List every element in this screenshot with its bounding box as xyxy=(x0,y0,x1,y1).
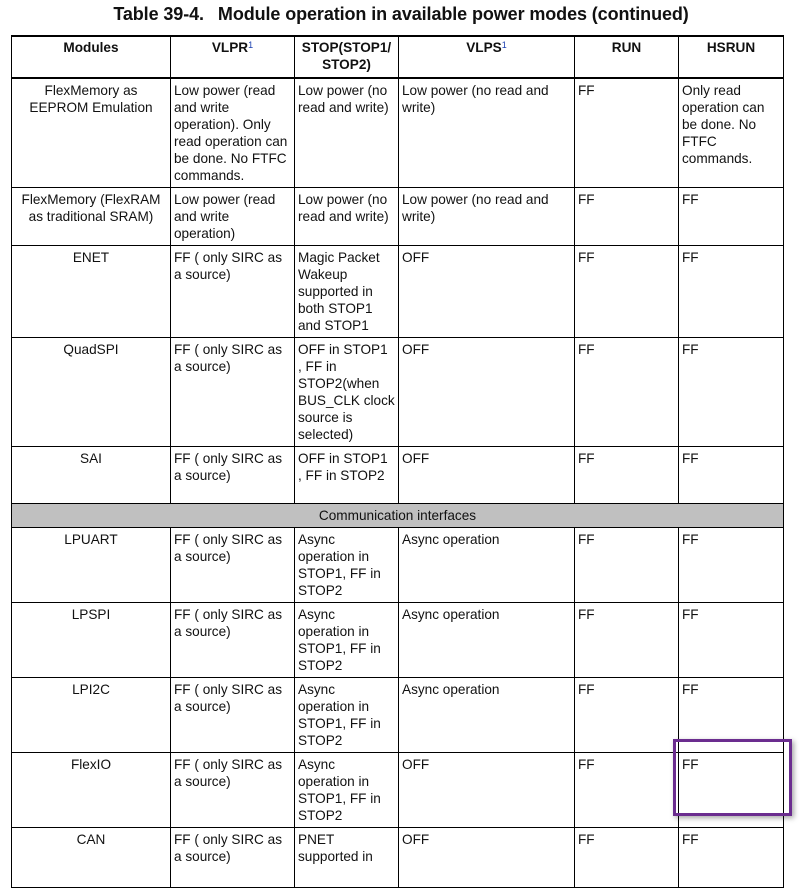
cell-hsrun: FF xyxy=(679,188,784,246)
table-row xyxy=(12,188,784,246)
header-vlps: VLPS$^1$ xyxy=(399,36,575,78)
cell-run: FF xyxy=(575,678,679,753)
table-row xyxy=(12,447,784,504)
cell-vlps: OFF xyxy=(399,828,575,888)
cell-stop: Magic Packet Wakeup supported in both STOP1 and STOP1 xyxy=(295,246,399,338)
table-number: Table 39-4. xyxy=(113,4,204,24)
cell-stop: OFF in STOP1 , FF in STOP2(when BUS_CLK clock source is selected) xyxy=(295,338,399,447)
cell-vlpr: Low power (read and write operation). Only read operation can be done. No FTFC commands. xyxy=(171,78,295,188)
cell-run: FF xyxy=(575,528,679,603)
table-row xyxy=(12,246,784,338)
table-caption xyxy=(0,4,802,25)
cell-stop: Async operation in STOP1, FF in STOP2 xyxy=(295,603,399,678)
cell-hsrun: FF xyxy=(679,447,784,504)
table-row xyxy=(12,338,784,447)
cell-stop: OFF in STOP1 , FF in STOP2 xyxy=(295,447,399,504)
table-row xyxy=(12,78,784,188)
cell-vlps: Async operation xyxy=(399,603,575,678)
cell-vlps: Async operation xyxy=(399,528,575,603)
cell-module: LPSPI xyxy=(12,603,171,678)
section-header: Communication interfaces xyxy=(12,504,784,528)
cell-module: LPI2C xyxy=(12,678,171,753)
cell-vlpr: Low power (read and write operation) xyxy=(171,188,295,246)
cell-vlpr: FF ( only SIRC as a source) xyxy=(171,338,295,447)
cell-module: ENET xyxy=(12,246,171,338)
cell-run: FF xyxy=(575,338,679,447)
table-row xyxy=(12,603,784,678)
cell-run: FF xyxy=(575,447,679,504)
cell-module: SAI xyxy=(12,447,171,504)
cell-module: FlexMemory (FlexRAM as traditional SRAM) xyxy=(12,188,171,246)
cell-hsrun: FF xyxy=(679,678,784,753)
header-modules: Modules xyxy=(12,36,171,78)
cell-hsrun: FF xyxy=(679,246,784,338)
cell-vlpr: FF ( only SIRC as a source) xyxy=(171,528,295,603)
cell-hsrun: FF xyxy=(679,528,784,603)
cell-module: CAN xyxy=(12,828,171,888)
header-row xyxy=(12,36,784,78)
table-title: Module operation in available power modes (continued) xyxy=(217,4,689,24)
cell-vlps: Low power (no read and write) xyxy=(399,188,575,246)
cell-vlps: OFF xyxy=(399,338,575,447)
cell-stop: Low power (no read and write) xyxy=(295,78,399,188)
cell-vlps: Async operation xyxy=(399,678,575,753)
header-run: RUN xyxy=(575,36,679,78)
cell-hsrun: FF xyxy=(679,828,784,888)
cell-run: FF xyxy=(575,753,679,828)
cell-stop: Async operation in STOP1, FF in STOP2 xyxy=(295,753,399,828)
cell-stop: Async operation in STOP1, FF in STOP2 xyxy=(295,678,399,753)
header-hsrun: HSRUN xyxy=(679,36,784,78)
cell-stop: PNET supported in xyxy=(295,828,399,888)
power-modes-table xyxy=(11,35,784,888)
cell-hsrun: Only read operation can be done. No FTFC commands. xyxy=(679,78,784,188)
table-row xyxy=(12,828,784,888)
cell-run: FF xyxy=(575,828,679,888)
footnote-ref[interactable]: 1 xyxy=(501,40,507,50)
cell-vlpr: FF ( only SIRC as a source) xyxy=(171,246,295,338)
cell-stop: Low power (no read and write) xyxy=(295,188,399,246)
cell-vlpr: FF ( only SIRC as a source) xyxy=(171,447,295,504)
cell-vlps: OFF xyxy=(399,246,575,338)
cell-vlps: Low power (no read and write) xyxy=(399,78,575,188)
cell-run: FF xyxy=(575,603,679,678)
table-row xyxy=(12,753,784,828)
cell-hsrun: FF xyxy=(679,753,784,828)
cell-vlpr: FF ( only SIRC as a source) xyxy=(171,753,295,828)
cell-module: QuadSPI xyxy=(12,338,171,447)
cell-module: FlexIO xyxy=(12,753,171,828)
cell-hsrun: FF xyxy=(679,603,784,678)
table-row xyxy=(12,678,784,753)
cell-hsrun: FF xyxy=(679,338,784,447)
header-vlpr: VLPR$^1$ xyxy=(171,36,295,78)
cell-run: FF xyxy=(575,246,679,338)
section-row xyxy=(12,504,784,528)
cell-module: LPUART xyxy=(12,528,171,603)
cell-module: FlexMemory as EEPROM Emulation xyxy=(12,78,171,188)
cell-vlpr: FF ( only SIRC as a source) xyxy=(171,828,295,888)
table-row xyxy=(12,528,784,603)
cell-stop: Async operation in STOP1, FF in STOP2 xyxy=(295,528,399,603)
cell-run: FF xyxy=(575,188,679,246)
cell-run: FF xyxy=(575,78,679,188)
footnote-ref[interactable]: 1 xyxy=(248,40,254,50)
cell-vlps: OFF xyxy=(399,447,575,504)
cell-vlpr: FF ( only SIRC as a source) xyxy=(171,603,295,678)
header-stop: STOP(STOP1/ STOP2) xyxy=(295,36,399,78)
cell-vlpr: FF ( only SIRC as a source) xyxy=(171,678,295,753)
cell-vlps: OFF xyxy=(399,753,575,828)
